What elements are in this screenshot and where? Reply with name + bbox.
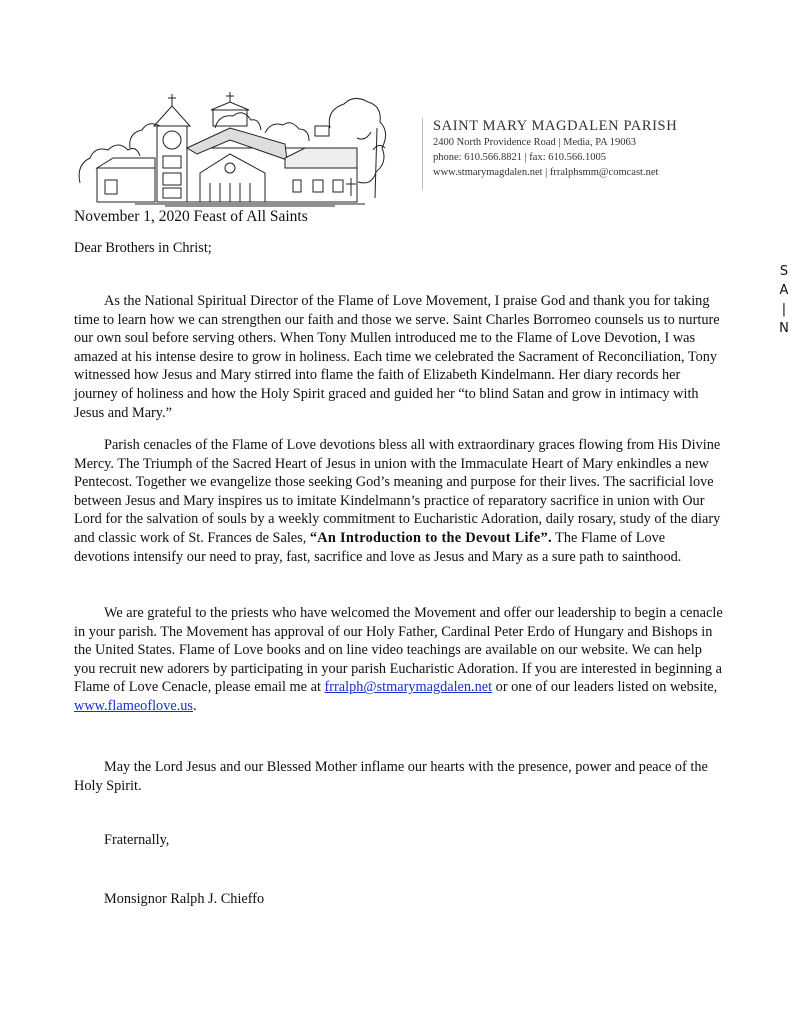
paragraph-3-middle: or one of our leaders listed on website, bbox=[492, 679, 718, 696]
side-text-fragment bbox=[777, 262, 791, 336]
side-char: S bbox=[779, 264, 789, 279]
parish-contact-block bbox=[422, 118, 677, 190]
paragraph-1: As the National Spiritual Director of the Flame of Love Movement, I praise God and thank you for taking time to learn how we can strengthen our faith and those we serve. Saint Charles Borromeo counsels us to nurture our own soul before serving others. When Tony Mullen introduced me to the Flame of Love Devotion, I was amazed at his intense desire to grow in holiness. Each time we celebrated the Sacrament of Reconciliation, Tony witnessed how Jesus and Mary stirred into flame the faith of Elizabeth Kindelmann. Her diary records her journey of holiness and how the Holy Spirit graced and guided her “to blind Satan and grow in intimacy with Jesus and Mary.” bbox=[74, 293, 720, 421]
paragraph-3-end: . bbox=[192, 697, 197, 714]
paragraph-4: May the Lord Jesus and our Blessed Mother inflame our hearts with the presence, power and peace of the Holy Spirit. bbox=[74, 759, 708, 794]
closing: Fraternally, bbox=[104, 832, 170, 848]
salutation: Dear Brothers in Christ; bbox=[74, 240, 212, 256]
signature: Monsignor Ralph J. Chieffo bbox=[104, 891, 265, 907]
book-title: “An Introduction to the Devout Life”. bbox=[309, 529, 552, 546]
website-link[interactable]: www.flameoflove.us bbox=[74, 697, 193, 714]
paragraph-2-text: Parish cenacles of the Flame of Love devotions bless all with extraordinary graces flowing from His Divine Mercy. The Triumph of the Sacred Heart of Jesus in union with the Immaculate Heart of Mary enkindles a new Pentecost. Together we evangelize those seeking God’s meaning and purpose for their lives. The sacrificial love between Jesus and Mary inspires us to imitate Kindelmann’s practice of reparatory sacrifice in union with Our Lord for the salvation of souls by a weekly commitment to Eucharistic Adoration, daily rosary, study of the diary and classic work of St. Frances de Sales, bbox=[74, 437, 721, 546]
letter-date: November 1, 2020 Feast of All Saints bbox=[74, 208, 308, 225]
parish-phone-fax: phone: 610.566.8821 | fax: 610.566.1005 bbox=[433, 152, 607, 163]
paragraph-2-end: The Flame of Love devotions intensify our need to pray, fast, sacrifice and love as Jesus and Mary as a sure path to sainthood. bbox=[74, 529, 682, 565]
paragraph-3 bbox=[74, 604, 724, 716]
letterhead bbox=[75, 88, 715, 206]
side-char: N bbox=[779, 321, 789, 336]
side-char: | bbox=[781, 302, 787, 317]
email-link[interactable]: frralph@stmarymagdalen.net bbox=[324, 679, 493, 696]
church-drawing-icon bbox=[75, 88, 420, 206]
parish-name: SAINT MARY MAGDALEN PARISH bbox=[433, 118, 678, 134]
paragraph-2 bbox=[74, 436, 724, 566]
side-char: A bbox=[779, 283, 789, 298]
parish-address: 2400 North Providence Road | Media, PA 19063 bbox=[433, 137, 636, 148]
parish-web-email: www.stmarymagdalen.net | frralphsmm@comcast.net bbox=[433, 167, 659, 178]
paragraph-3-text: We are grateful to the priests who have welcomed the Movement and offer our leadership to begin a cenacle in your parish. The Movement has approval of our Holy Father, Cardinal Peter Erdo of Hungary and Bishops in the United States. Flame of Love books and on line video teachings are available on our website. We can help you recruit new adorers by participating in your parish Eucharistic Adoration. If you are interested in beginning a Flame of Love Cenacle, please email me at bbox=[74, 605, 723, 696]
